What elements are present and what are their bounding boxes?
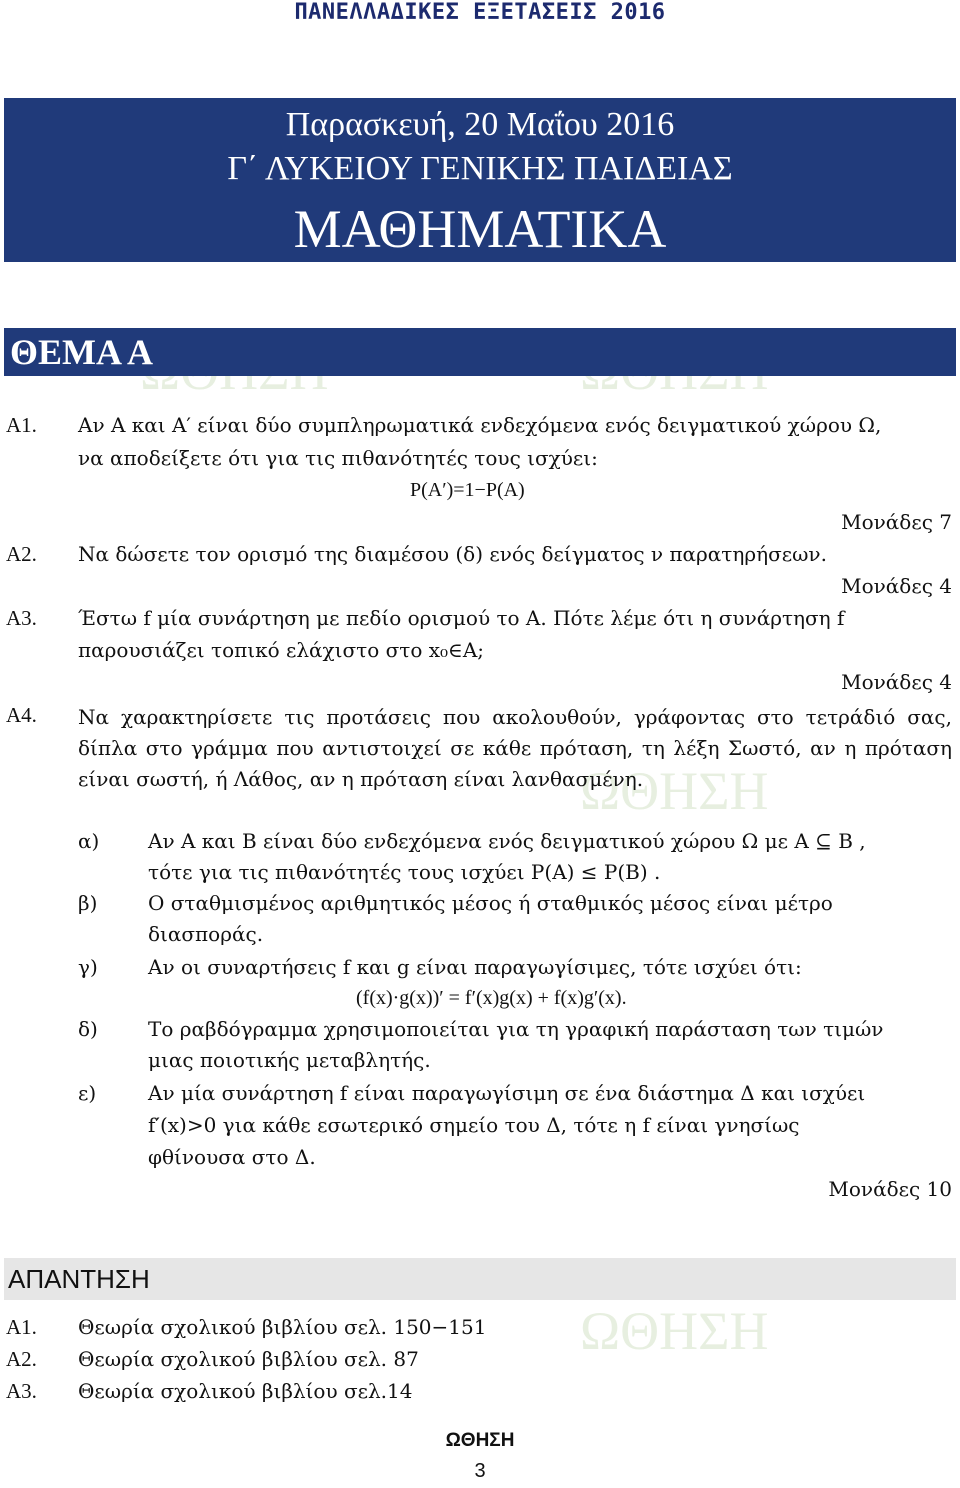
question-text: Να χαρακτηρίσετε τις προτάσεις που ακολουθούν, γράφοντας στο τετράδιό σας, δίπλα στο γράμμα που αντιστοιχεί σε κάθε πρόταση, τη λέξη Σωστό, αν η πρόταση είναι σωστή, ή Λάθος, αν η πρόταση είναι λανθασμένη. bbox=[78, 705, 952, 791]
answer-heading: ΑΠΑΝΤΗΣΗ bbox=[4, 1258, 956, 1300]
watermark-logo: ΩΘΗΣΗ bbox=[580, 761, 769, 821]
footer-name: ΩΘΗΣΗ bbox=[445, 1430, 515, 1451]
question-text: Έστω f μία συνάρτηση με πεδίο ορισμού το Α. Πότε λέμε ότι η συνάρτηση f bbox=[78, 606, 845, 630]
question-label: Α3. bbox=[6, 606, 37, 630]
item-label: δ) bbox=[78, 1017, 98, 1041]
question-label: Α1. bbox=[6, 413, 37, 437]
item-label: ε) bbox=[78, 1081, 97, 1105]
units: Μονάδες 4 bbox=[841, 670, 952, 694]
formula: P(A′)=1−P(A) bbox=[410, 479, 525, 501]
question-text: παρουσιάζει τοπικό ελάχιστο στο x₀∈A; bbox=[78, 638, 485, 662]
item-text: Το ραβδόγραμμα χρησιμοποιείται για τη γραφική παράσταση των τιμών bbox=[148, 1017, 884, 1041]
item-text: φθίνουσα στο Δ. bbox=[148, 1145, 316, 1169]
answer-text: Θεωρία σχολικού βιβλίου σελ. 87 bbox=[78, 1347, 419, 1371]
item-text: τότε για τις πιθανότητές τους ισχύει P(A) ≤ P(B) . bbox=[148, 860, 661, 884]
exam-date: Παρασκευή, 20 Μαΐου 2016 bbox=[285, 106, 675, 143]
question-label: Α4. bbox=[6, 703, 37, 727]
item-label: β) bbox=[78, 891, 98, 915]
answer-label: Α3. bbox=[6, 1379, 37, 1403]
page-number: 3 bbox=[474, 1460, 486, 1482]
item-text: Ο σταθμισμένος αριθμητικός μέσος ή σταθμικός μέσος είναι μέτρο bbox=[148, 891, 833, 915]
item-text: Αν μία συνάρτηση f είναι παραγωγίσιμη σε ένα διάστημα Δ και ισχύει bbox=[148, 1081, 866, 1105]
question-text: Να δώσετε τον ορισμό της διαμέσου (δ) ενός δείγματος ν παρατηρήσεων. bbox=[78, 542, 827, 566]
exam-header: ΠΑΝΕΛΛΑΔΙΚΕΣ ΕΞΕΤΑΣΕΙΣ 2016 bbox=[294, 0, 666, 25]
item-text: Αν Α και Β είναι δύο ενδεχόμενα ενός δειγματικού χώρου Ω με A ⊆ B , bbox=[148, 829, 866, 853]
units: Μονάδες 4 bbox=[841, 574, 952, 598]
watermark-logo: ΩΘΗΣΗ bbox=[580, 1301, 769, 1361]
item-text: f′(x)>0 για κάθε εσωτερικό σημείο του Δ, τότε η f είναι γνησίως bbox=[148, 1113, 800, 1137]
question-text: να αποδείξετε ότι για τις πιθανότητές τους ισχύει: bbox=[78, 446, 598, 470]
theme-heading: ΘΕΜΑ Α bbox=[4, 328, 956, 376]
units: Μονάδες 7 bbox=[841, 510, 952, 534]
answer-text: Θεωρία σχολικού βιβλίου σελ. 150−151 bbox=[78, 1315, 487, 1339]
exam-subject: ΜΑΘΗΜΑΤΙΚΑ bbox=[293, 199, 667, 259]
formula: (f(x)·g(x))′ = f′(x)g(x) + f(x)g′(x). bbox=[356, 987, 627, 1009]
answer-text: Θεωρία σχολικού βιβλίου σελ.14 bbox=[78, 1379, 413, 1403]
question-label: Α2. bbox=[6, 542, 37, 566]
item-text: διασποράς. bbox=[148, 922, 264, 946]
answer-label: Α2. bbox=[6, 1347, 37, 1371]
answer-label: Α1. bbox=[6, 1315, 37, 1339]
item-label: γ) bbox=[78, 955, 98, 979]
item-label: α) bbox=[78, 829, 100, 853]
item-text: Αν οι συναρτήσεις f και g είναι παραγωγίσιμες, τότε ισχύει ότι: bbox=[148, 955, 802, 979]
title-box bbox=[4, 98, 956, 262]
exam-class: Γ΄ ΛΥΚΕΙΟΥ ΓΕΝΙΚΗΣ ΠΑΙΔΕΙΑΣ bbox=[227, 150, 733, 187]
item-text: μιας ποιοτικής μεταβλητής. bbox=[148, 1048, 431, 1072]
question-text: Αν Α και Α′ είναι δύο συμπληρωματικά ενδεχόμενα ενός δειγματικού χώρου Ω, bbox=[78, 413, 882, 437]
units: Μονάδες 10 bbox=[828, 1177, 952, 1201]
